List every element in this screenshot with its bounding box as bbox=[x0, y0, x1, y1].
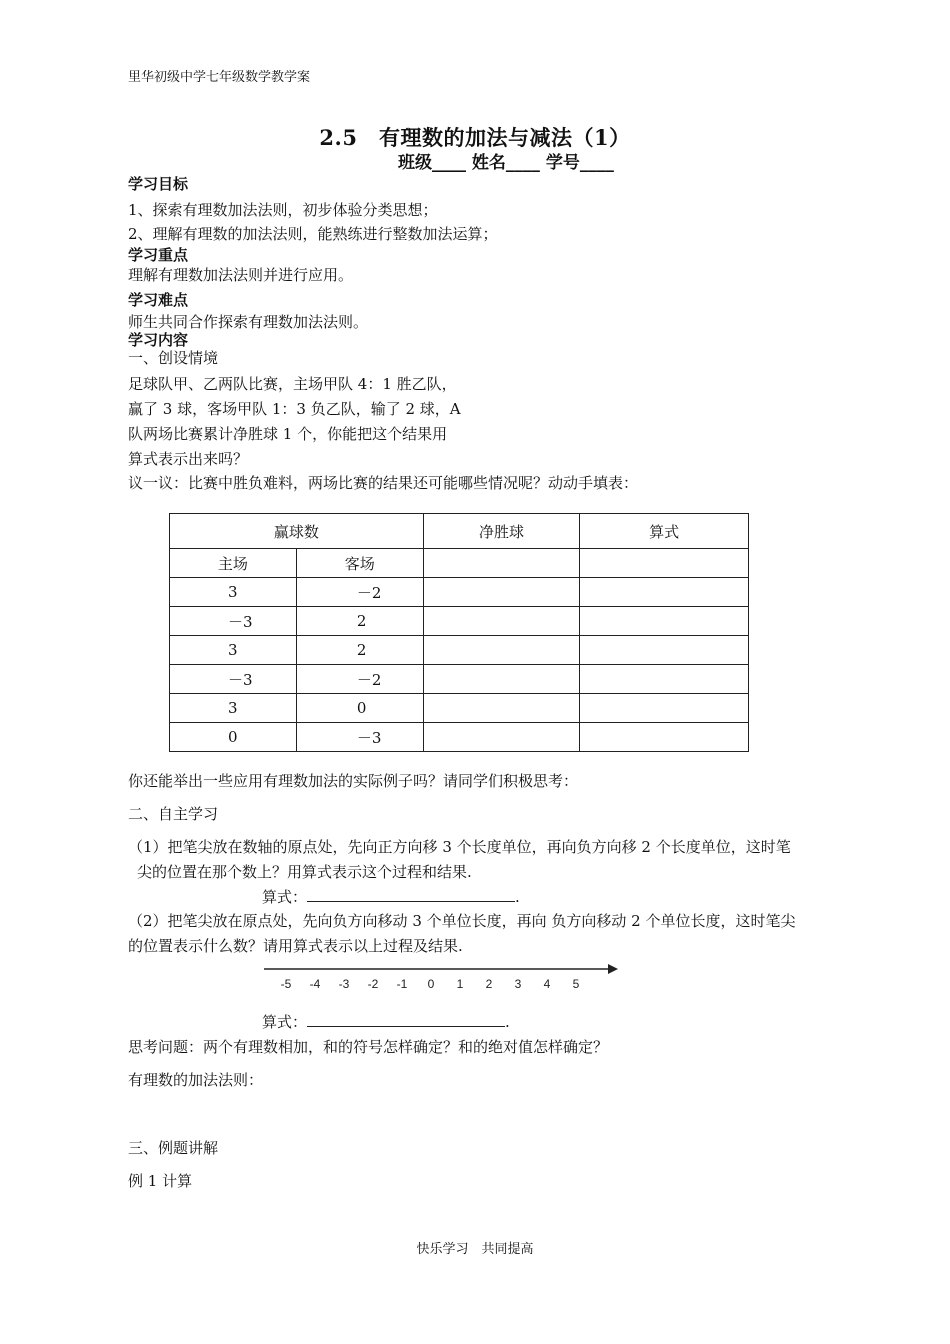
number-line-label: 1 bbox=[456, 977, 464, 991]
subheader-away: 客场 bbox=[296, 549, 423, 578]
goals-heading: 学习目标 bbox=[128, 175, 189, 193]
home-cell: －3 bbox=[170, 607, 297, 636]
table-row bbox=[170, 723, 749, 752]
difficulty-heading: 学习难点 bbox=[128, 291, 189, 309]
difficulty-text: 师生共同合作探索有理数加法法则。 bbox=[128, 313, 369, 331]
number-line-label: 2 bbox=[485, 977, 493, 991]
home-cell: 3 bbox=[170, 578, 297, 607]
away-cell: －2 bbox=[296, 578, 423, 607]
number-line-label: 5 bbox=[572, 977, 580, 991]
table-row bbox=[170, 578, 749, 607]
think-question: 思考问题：两个有理数相加，和的符号怎样确定？和的绝对值怎样确定？ bbox=[128, 1038, 609, 1056]
number-line-label: -2 bbox=[367, 977, 379, 991]
header-net-goals: 净胜球 bbox=[423, 514, 580, 549]
home-cell: 3 bbox=[170, 694, 297, 723]
content-heading: 学习内容 bbox=[128, 331, 189, 349]
net-cell[interactable] bbox=[423, 665, 580, 694]
addition-rule-prompt: 有理数的加法法则： bbox=[128, 1071, 264, 1089]
formula-cell[interactable] bbox=[580, 723, 749, 752]
question-1-line-1: （1）把笔尖放在数轴的原点处，先向正方向移 3 个长度单位，再向负方向移 2 个长度单位，这时笔 bbox=[128, 838, 791, 856]
table-row bbox=[170, 694, 749, 723]
formula-cell[interactable] bbox=[580, 549, 749, 578]
question-1-line-2: 尖的位置在那个数上？用算式表示这个过程和结果. bbox=[137, 863, 472, 881]
table-row bbox=[170, 607, 749, 636]
page-title: 2.5 有理数的加法与减法（1） bbox=[319, 125, 631, 150]
number-line-label: -1 bbox=[396, 977, 408, 991]
number-line-label: 0 bbox=[427, 977, 435, 991]
net-cell[interactable] bbox=[423, 607, 580, 636]
table-subheader-row bbox=[170, 549, 749, 578]
formula-label: 算式： bbox=[262, 1013, 308, 1031]
page-header: 里华初级中学七年级数学教学案 bbox=[128, 70, 311, 85]
net-cell[interactable] bbox=[423, 694, 580, 723]
formula-answer-1: 算式： . bbox=[262, 888, 520, 906]
table-row bbox=[170, 665, 749, 694]
table-row bbox=[170, 636, 749, 665]
formula-cell[interactable] bbox=[580, 694, 749, 723]
question-2-line-2: 的位置表示什么数？请用算式表示以上过程及结果. bbox=[128, 937, 463, 955]
focus-text: 理解有理数加法法则并进行应用。 bbox=[128, 266, 354, 284]
discuss-prompt: 议一议：比赛中胜负难料，两场比赛的结果还可能哪些情况呢？动动手填表： bbox=[128, 474, 639, 492]
home-cell: －3 bbox=[170, 665, 297, 694]
scenario-line: 队两场比赛累计净胜球 1 个，你能把这个结果用 bbox=[128, 425, 448, 443]
answer-blank[interactable] bbox=[307, 887, 515, 902]
table-header-row bbox=[170, 514, 749, 549]
subheader-home: 主场 bbox=[170, 549, 297, 578]
formula-answer-2: 算式： . bbox=[262, 1013, 510, 1031]
number-line-label: -5 bbox=[280, 977, 292, 991]
goal-2: 2、理解有理数的加法法则，能熟练进行整数加法运算； bbox=[128, 225, 498, 243]
number-line-label: 4 bbox=[543, 977, 551, 991]
example-1: 例 1 计算 bbox=[128, 1172, 193, 1190]
scenario-line: 赢了 3 球，客场甲队 1：3 负乙队，输了 2 球，A bbox=[128, 400, 461, 418]
section-3-heading: 三、例题讲解 bbox=[128, 1139, 219, 1157]
away-cell: 2 bbox=[296, 607, 423, 636]
net-cell[interactable] bbox=[423, 549, 580, 578]
net-cell[interactable] bbox=[423, 636, 580, 665]
page-footer: 快乐学习 共同提高 bbox=[416, 1242, 534, 1257]
header-formula: 算式 bbox=[580, 514, 749, 549]
number-line-label: -3 bbox=[338, 977, 350, 991]
home-cell: 0 bbox=[170, 723, 297, 752]
question-2-line-1: （2）把笔尖放在原点处，先向负方向移动 3 个单位长度，再向 负方向移动 2 个单位长度，这时笔尖 bbox=[128, 912, 796, 930]
answer-blank[interactable] bbox=[307, 1012, 505, 1027]
home-cell: 3 bbox=[170, 636, 297, 665]
away-cell: 0 bbox=[296, 694, 423, 723]
number-line-label: -4 bbox=[309, 977, 321, 991]
section-1-heading: 一、创设情境 bbox=[128, 349, 219, 367]
number-line-arrow bbox=[608, 964, 618, 974]
net-cell[interactable] bbox=[423, 723, 580, 752]
class-name-id-line: 班级____ 姓名____ 学号____ bbox=[398, 153, 614, 173]
number-line-label: 3 bbox=[514, 977, 522, 991]
focus-heading: 学习重点 bbox=[128, 246, 189, 264]
formula-cell[interactable] bbox=[580, 636, 749, 665]
formula-cell[interactable] bbox=[580, 665, 749, 694]
section-2-heading: 二、自主学习 bbox=[128, 805, 219, 823]
away-cell: －3 bbox=[296, 723, 423, 752]
header-win-goals: 赢球数 bbox=[170, 514, 424, 549]
examples-question: 你还能举出一些应用有理数加法的实际例子吗？请同学们积极思考： bbox=[128, 772, 579, 790]
scenario-line: 足球队甲、乙两队比赛，主场甲队 4：1 胜乙队， bbox=[128, 375, 457, 393]
formula-cell[interactable] bbox=[580, 578, 749, 607]
formula-label: 算式： bbox=[262, 888, 308, 906]
formula-cell[interactable] bbox=[580, 607, 749, 636]
scenario-line: 算式表示出来吗？ bbox=[128, 450, 249, 468]
away-cell: －2 bbox=[296, 665, 423, 694]
away-cell: 2 bbox=[296, 636, 423, 665]
score-table bbox=[169, 513, 749, 752]
number-line bbox=[262, 962, 622, 996]
goal-1: 1、探索有理数加法法则，初步体验分类思想； bbox=[128, 201, 438, 219]
net-cell[interactable] bbox=[423, 578, 580, 607]
